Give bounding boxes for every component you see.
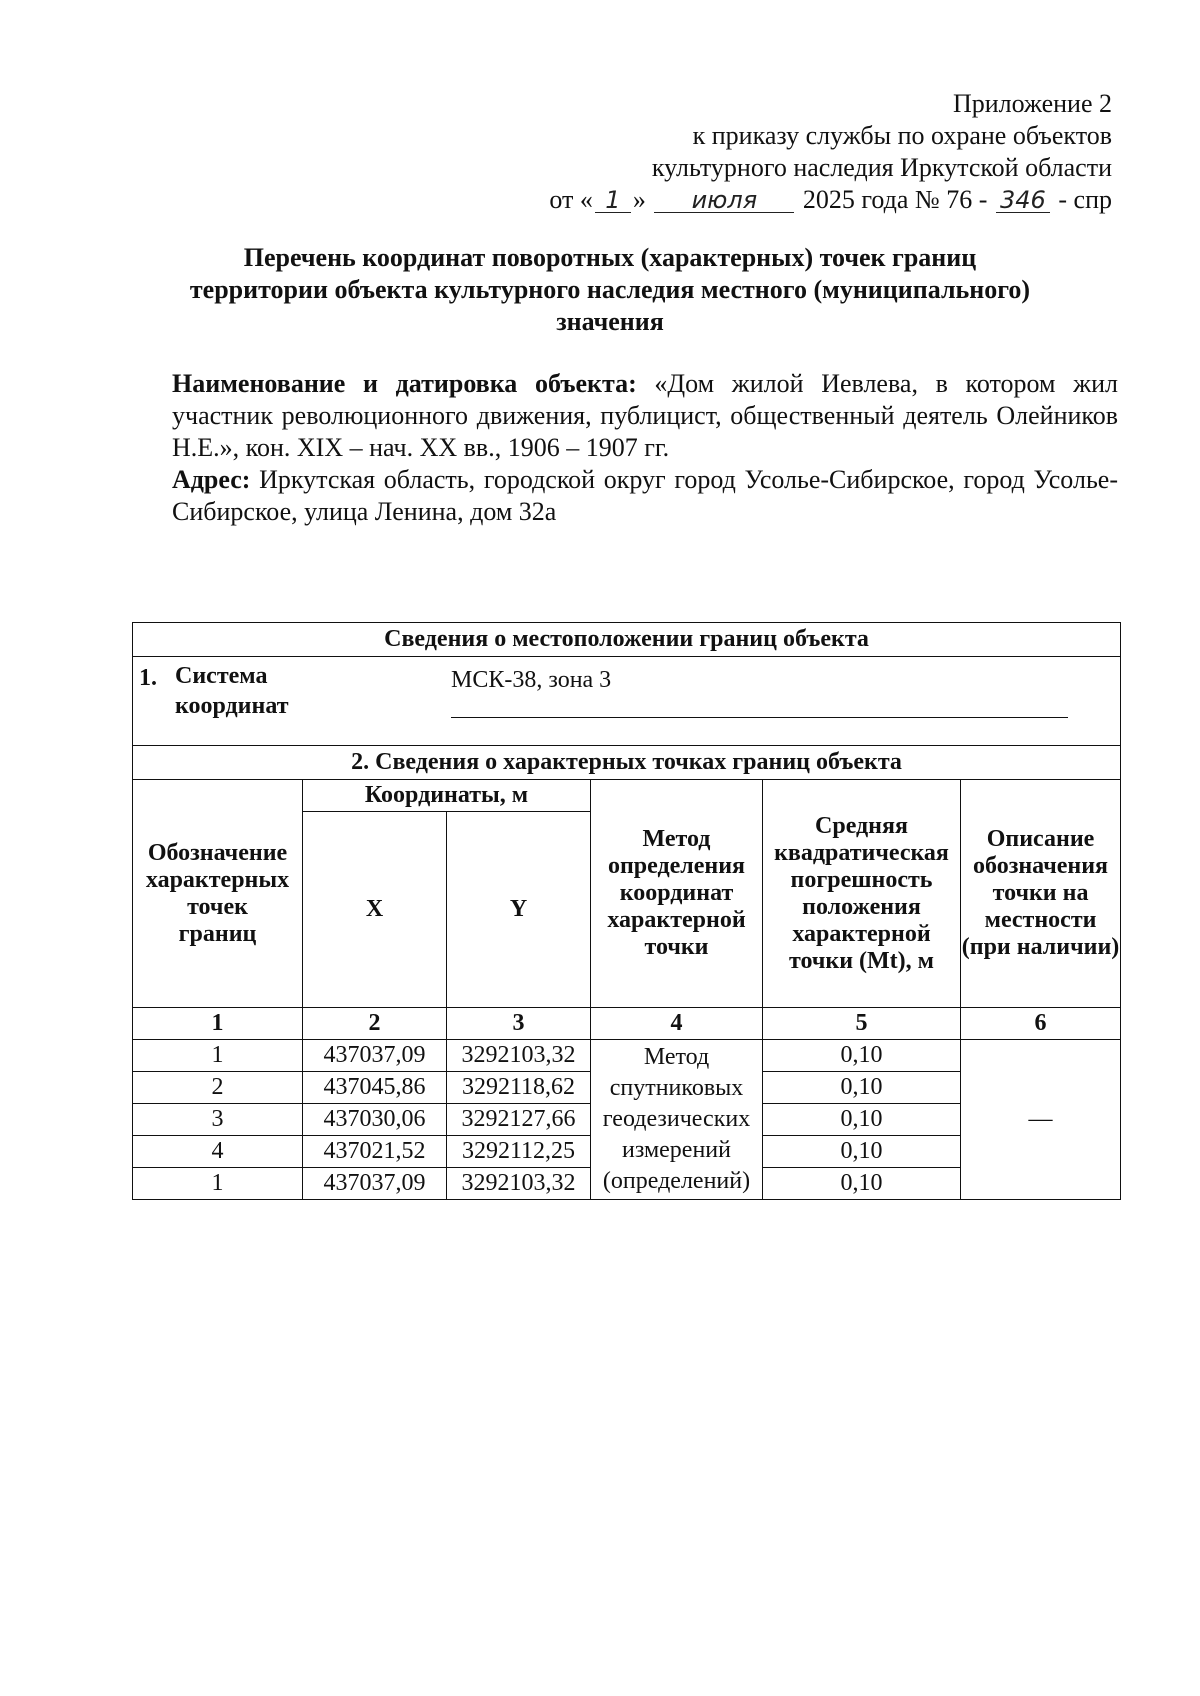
col-error-line: точки (Mt), м	[788, 947, 935, 974]
cell-x: 437037,09	[303, 1040, 447, 1072]
cell-point: 4	[133, 1136, 303, 1168]
method-line: спутниковых	[609, 1075, 744, 1101]
cell-error: 0,10	[763, 1040, 961, 1072]
col-error-line: квадратическая	[774, 839, 949, 866]
title-line-1: Перечень координат поворотных (характерных) точек границ	[243, 243, 977, 272]
coordinate-system-cell	[133, 657, 1121, 746]
col-header-point	[133, 780, 303, 1008]
cell-error: 0,10	[763, 1136, 961, 1168]
cell-description: —	[961, 1040, 1121, 1200]
system-underline	[451, 717, 1068, 718]
table-header: Сведения о местоположении границ объекта	[133, 623, 1121, 657]
object-info	[172, 368, 1118, 528]
order-date-line	[549, 184, 1112, 216]
col-method-line: определения	[607, 853, 746, 879]
cell-error: 0,10	[763, 1104, 961, 1136]
col-number: 2	[303, 1008, 447, 1040]
object-address	[172, 464, 1118, 528]
col-number: 1	[133, 1008, 303, 1040]
cell-y: 3292112,25	[447, 1136, 591, 1168]
col-header-y: Y	[447, 812, 591, 1008]
cell-x: 437030,06	[303, 1104, 447, 1136]
col-point-line: точек	[187, 893, 248, 920]
col-header-x: X	[303, 812, 447, 1008]
col-error-line: Средняя	[815, 812, 908, 839]
handwritten-day: 1	[595, 188, 631, 213]
appendix-header	[549, 88, 1112, 216]
cell-y: 3292118,62	[447, 1072, 591, 1104]
cell-method	[591, 1040, 763, 1200]
appendix-line-2: к приказу службы по охране объектов	[692, 121, 1112, 150]
col-desc-line: точки на	[992, 880, 1089, 906]
system-value: МСК-38, зона 3	[451, 667, 612, 693]
section-2-header: 2. Сведения о характерных точках границ объекта	[133, 746, 1121, 780]
order-year-text: 2025 года № 76 -	[802, 185, 988, 214]
col-point-line: характерных	[145, 866, 290, 893]
col-header-coordinates: Координаты, м	[303, 780, 591, 812]
address-label: Адрес:	[172, 465, 251, 494]
cell-error: 0,10	[763, 1168, 961, 1200]
col-desc-line: местности	[984, 907, 1097, 933]
cell-error: 0,10	[763, 1072, 961, 1104]
cell-y: 3292127,66	[447, 1104, 591, 1136]
col-desc-line: Описание	[986, 826, 1095, 852]
col-header-method	[591, 780, 763, 1008]
col-number: 5	[763, 1008, 961, 1040]
col-number: 4	[591, 1008, 763, 1040]
method-line: измерений	[621, 1137, 731, 1163]
col-method-line: Метод	[642, 826, 711, 852]
method-line: геодезических	[602, 1106, 751, 1132]
cell-x: 437045,86	[303, 1072, 447, 1104]
col-error-line: положения	[802, 893, 921, 920]
object-name-value: «Дом жилой Иевлева, в котором жил участник революционного движения, публицист, общественный деятель Олейников Н.Е.», кон. XIX – нач. XX вв., 1906 – 1907 гг.	[172, 369, 1119, 462]
col-header-description	[961, 780, 1121, 1008]
cell-x: 437037,09	[303, 1168, 447, 1200]
title-line-2: территории объекта культурного наследия местного (муниципального)	[189, 275, 1031, 304]
cell-point: 2	[133, 1072, 303, 1104]
method-line: Метод	[643, 1044, 710, 1070]
cell-y: 3292103,32	[447, 1040, 591, 1072]
title-line-3: значения	[556, 307, 664, 336]
cell-point: 3	[133, 1104, 303, 1136]
date-mid: »	[632, 185, 646, 214]
col-desc-line: обозначения	[973, 853, 1109, 879]
col-number: 3	[447, 1008, 591, 1040]
appendix-line-3: культурного наследия Иркутской области	[651, 153, 1112, 182]
col-method-line: координат	[619, 880, 734, 906]
col-header-error	[763, 780, 961, 1008]
col-number: 6	[961, 1008, 1121, 1040]
method-line: (определений)	[602, 1168, 751, 1194]
system-label-line-2: координат	[175, 693, 289, 719]
col-point-line: Обозначение	[147, 839, 288, 866]
col-method-line: характерной	[607, 907, 746, 933]
col-error-line: характерной	[792, 920, 931, 947]
boundary-table	[132, 622, 1121, 1200]
document-title	[140, 242, 1080, 338]
col-method-line: точки	[644, 934, 709, 960]
date-prefix: от «	[549, 185, 593, 214]
appendix-title: Приложение 2	[952, 89, 1112, 118]
order-suffix: - спр	[1058, 185, 1112, 214]
col-point-line: границ	[178, 920, 257, 947]
system-number: 1.	[139, 665, 157, 691]
cell-point: 1	[133, 1040, 303, 1072]
cell-point: 1	[133, 1168, 303, 1200]
cell-y: 3292103,32	[447, 1168, 591, 1200]
cell-x: 437021,52	[303, 1136, 447, 1168]
address-value: Иркутская область, городской округ город Усолье-Сибирское, город Усолье-Сибирское, улица Ленина, дом 32а	[172, 465, 1118, 526]
col-error-line: погрешность	[790, 866, 933, 893]
object-name	[172, 368, 1118, 464]
object-name-label: Наименование и датировка объекта:	[172, 369, 637, 398]
handwritten-month: июля	[654, 188, 794, 213]
handwritten-order-number: 346	[996, 188, 1050, 213]
col-desc-line: (при наличии)	[961, 934, 1120, 960]
table-row	[133, 1040, 1121, 1072]
system-label	[175, 661, 289, 721]
system-label-line-1: Система	[175, 663, 268, 689]
